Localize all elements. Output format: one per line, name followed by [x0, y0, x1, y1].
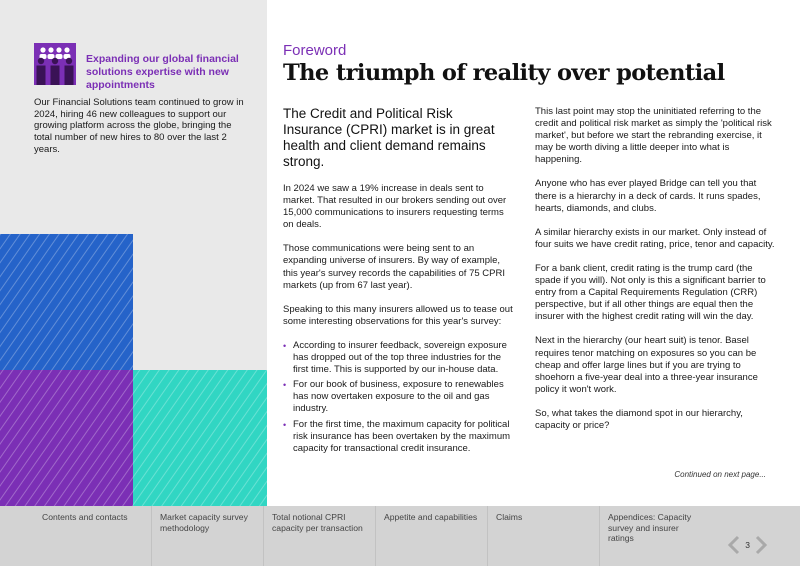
bullet-item: • For our book of business, exposure to renewables has now overtaken exposure to the oil and gas industry.: [283, 379, 504, 415]
column-left: [283, 106, 515, 458]
page-number: 3: [745, 540, 750, 550]
continued-note: Continued on next page...: [674, 470, 766, 479]
nav-appetite[interactable]: Appetite and capabilities: [375, 506, 480, 566]
nav-claims[interactable]: Claims: [487, 506, 592, 566]
bullet-dot-icon: •: [283, 380, 287, 391]
nav-contents[interactable]: Contents and contacts: [42, 512, 128, 522]
nav-appendices[interactable]: Appendices: Capacity survey and insurer ratings: [599, 506, 704, 566]
body-paragraph: Those communications were being sent to an expanding universe of insurers. By way of example, this year's survey records the capabilities of 75 CPRI markets (up from 67 last year).: [283, 243, 505, 291]
body-paragraph: Anyone who has ever played Bridge can tell you that there is a hierarchy in a deck of cards. It runs spades, hearts, diamonds, and clubs.: [535, 178, 761, 214]
lead-paragraph: The Credit and Political Risk Insurance (CPRI) market is in great health and client demand remains strong.: [283, 106, 495, 169]
highlight-title: Expanding our global financial solutions expertise with new appointments: [86, 53, 239, 91]
section-label: Foreword: [283, 42, 347, 59]
body-paragraph: Speaking to this many insurers allowed us to tease out some interesting observations for this year's survey:: [283, 303, 513, 327]
nav-methodology[interactable]: Market capacity survey methodology: [151, 506, 256, 566]
body-paragraph: For a bank client, credit rating is the trump card (the spade if you will). Not only is this a significant barrier to entry from a Capital Requirements Regulation (CRR) perspective, but if all other things are equal then the insurer with the highest credit rating will win the day.: [535, 262, 766, 323]
highlight-body: Our Financial Solutions team continued to grow in 2024, hiring 46 new colleagues to support our growing platform across the globe, bringing the total number of new hires to 80 over the last 2 years.: [34, 97, 244, 155]
bullet-item: • According to insurer feedback, sovereign exposure has dropped out of the top three industries for the first time. This is supported by our in-house data.: [283, 339, 507, 376]
body-paragraph: Next in the hierarchy (our heart suit) is tenor. Basel requires tenor matching on exposures so you can be cheap and offer large lines but if you are trying to shoehorn a five-year deal into a three-year insurance policy it won't work.: [535, 335, 758, 395]
chevron-left-icon[interactable]: [727, 535, 741, 555]
bullet-dot-icon: •: [283, 340, 287, 351]
page-navigation: [727, 535, 768, 555]
bullet-list: [283, 340, 515, 455]
team-icon: [34, 43, 76, 85]
body-paragraph: So, what takes the diamond spot in our hierarchy, capacity or price?: [535, 407, 743, 431]
sidebar-panel: [0, 0, 267, 506]
body-paragraph: A similar hierarchy exists in our market. Only instead of four suits we have credit rating, price, tenor and capacity.: [535, 226, 775, 250]
column-right: [535, 106, 775, 444]
decorative-pattern: [0, 234, 267, 506]
footer-nav: [0, 506, 800, 566]
bullet-dot-icon: •: [283, 419, 287, 430]
bullet-item: • For the first time, the maximum capacity for political risk insurance has been overtaken by the maximum capacity for transactional credit insurance.: [283, 418, 511, 454]
chevron-right-icon[interactable]: [754, 535, 768, 555]
page-title: The triumph of reality over potential: [283, 60, 725, 86]
body-paragraph: In 2024 we saw a 19% increase in deals sent to market. That resulted in our brokers sending out over 15,000 communications to insurers requesting terms on deals.: [283, 183, 507, 231]
body-paragraph: This last point may stop the uninitiated referring to the credit and political risk market as simply the 'political risk market', but before we start the rebranding exercise, it may be worth diving a little deeper into what is happening.: [535, 106, 772, 166]
nav-total-capacity[interactable]: Total notional CPRI capacity per transaction: [263, 506, 368, 566]
